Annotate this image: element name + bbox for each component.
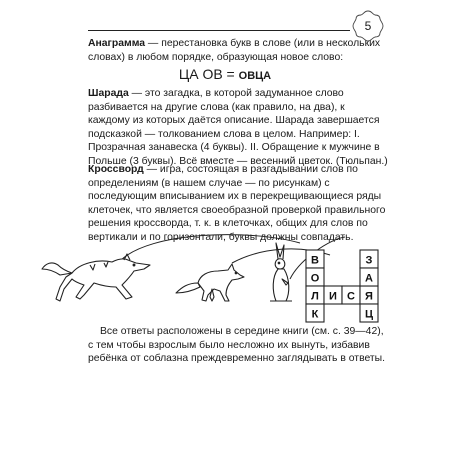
anagram-example [0,66,450,82]
hare-drawing [270,243,292,301]
charade-term: Шарада [88,88,129,99]
grid-letter: З [365,254,373,267]
grid-letter: С [347,290,355,303]
anagram-example-equals: = [222,66,239,82]
header-rule [88,30,350,31]
wolf-drawing [42,254,150,301]
anagram-example-answer: ОВЦА [238,70,272,82]
anagram-paragraph [88,37,388,64]
grid-letter: В [311,254,319,267]
crossword-definition: — игра, состоящая в разгадывании слов по определениям (в нашем случае — по рисункам) с последующим вписыванием их в перекрещивающиеся ряды клеточек, что является своеобразной проверкой правильного решения кроссворда, т. к. в клеточках, общих для слов по вертикали и по горизонтали, буквы должны совпадать. [88,164,386,243]
fox-drawing [176,264,244,301]
grid-letter: Ц [364,308,374,321]
anagram-term: Анаграмма [88,38,146,49]
grid-letter: Л [311,290,319,303]
answers-note-paragraph [88,325,388,366]
charade-definition: — это загадка, в которой задуманное слово разбивается на другие слова (как правило, на два), к каждому из которых даётся описание. Шарада завершается подсказкой — толкованием слова в целом. Например: I. Прозрачная занавеска (4 буквы). II. Обращение к мужчине в Польше (3 буквы). Всё вместе — весенний цветок. (Тюльпан.) [88,88,388,167]
grid-letter: И [329,290,337,303]
anagram-definition: — перестановка букв в слове (или в нескольких словах) в любом порядке, образующая новое слово: [88,38,381,63]
answers-note: Все ответы расположены в середине книги (см. с. 39—42), с тем чтобы взрослым было несложно их вынуть, избавив ребёнка от соблазна преждевременно заглядывать в ответы. [88,326,386,365]
crossword-term: Кроссворд [88,164,144,175]
grid-letter: К [311,308,319,321]
page-number: 5 [364,19,372,33]
anagram-example-letters: ЦА ОВ [178,66,223,82]
grid-letter: А [365,272,373,285]
grid-letter: Я [365,290,373,303]
charade-paragraph [88,87,388,169]
grid-letter: О [310,272,320,285]
crossword-illustration [0,225,450,330]
